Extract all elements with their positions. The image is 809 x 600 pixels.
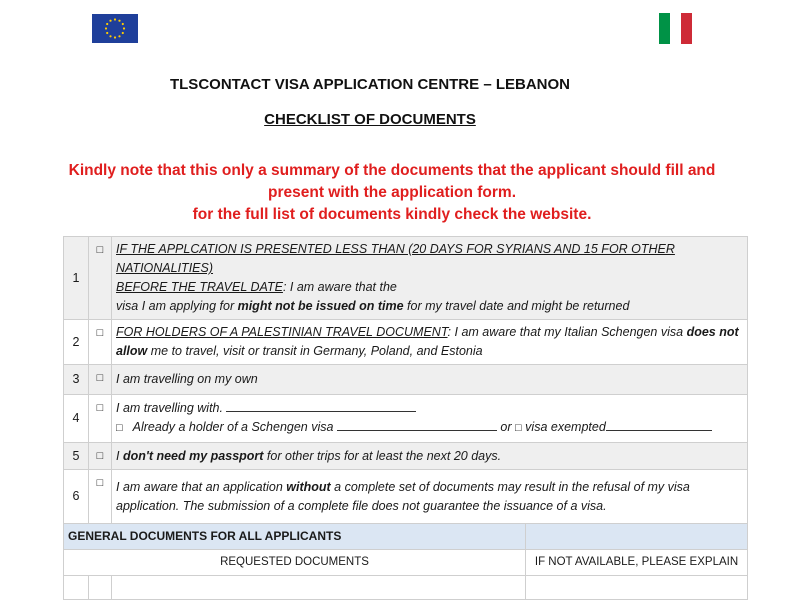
col-explain: IF NOT AVAILABLE, PLEASE EXPLAIN [526,550,748,576]
row-text: I am aware that an application without a complete set of documents may result in the refusal of my visa application. The submission of a complete file does not guarantee the issuance of a visa. [112,470,748,524]
checkbox[interactable]: □ [89,395,112,443]
eu-star-icon [105,27,107,29]
col-requested-documents: REQUESTED DOCUMENTS [64,550,526,576]
row-text: FOR HOLDERS OF A PALESTINIAN TRAVEL DOCUMENT: I am aware that my Italian Schengen visa does not allow me to travel, visit or transit in Germany, Poland, and Estonia [112,320,748,365]
red-notice [44,160,740,226]
italy-flag-icon [659,13,692,44]
checklist-row [64,443,748,470]
checkbox[interactable]: □ [89,470,112,524]
checkbox[interactable]: □ [515,422,522,434]
checkbox[interactable]: □ [116,422,123,434]
checklist-row [64,365,748,395]
section-header-row [64,524,748,550]
checklist-row [64,237,748,320]
eu-star-icon [109,20,111,22]
row-text: I am travelling on my own [112,365,748,395]
eu-star-icon [118,35,120,37]
row-number: 4 [64,395,89,443]
eu-star-icon [106,23,108,25]
row-number: 3 [64,365,89,395]
row-number: 6 [64,470,89,524]
row-text: I don't need my passport for other trips for at least the next 20 days. [112,443,748,470]
visa-exempted-blank[interactable] [606,418,712,431]
eu-star-icon [123,27,125,29]
notice-line-1: Kindly note that this only a summary of the documents that the applicant should fill and [68,162,716,179]
eu-star-icon [122,32,124,34]
eu-star-icon [114,36,116,38]
notice-line-2: present with the application form. [267,184,517,201]
checkbox[interactable]: □ [89,365,112,395]
row-number: 2 [64,320,89,365]
section-blank-cell [526,524,748,550]
section-title: GENERAL DOCUMENTS FOR ALL APPLICANTS [64,524,526,550]
eu-star-icon [114,18,116,20]
checklist-table [63,236,748,600]
eu-star-icon [122,23,124,25]
checklist-title: CHECKLIST OF DOCUMENTS [264,111,476,128]
checklist-row [64,470,748,524]
schengen-visa-blank[interactable] [337,418,497,431]
row-text: I am travelling with. □ Already a holder of a Schengen visa or □ visa exempted [112,395,748,443]
row-text: IF THE APPLCATION IS PRESENTED LESS THAN (20 DAYS FOR SYRIANS AND 15 FOR OTHER NATIONALITIES) BEFORE THE TRAVEL DATE: I am aware that the visa I am applying for might not be issued on time for my travel date and might be returned [112,237,748,320]
document-title: TLSCONTACT VISA APPLICATION CENTRE – LEBANON [169,76,570,93]
checklist-row [64,395,748,443]
checkbox[interactable]: □ [89,443,112,470]
row-number: 5 [64,443,89,470]
row-number: 1 [64,237,89,320]
eu-star-icon [109,35,111,37]
column-header-row [64,550,748,576]
checkbox[interactable]: □ [89,320,112,365]
checklist-row [64,320,748,365]
table-row [64,576,748,600]
eu-star-icon [118,20,120,22]
checkbox[interactable]: □ [89,237,112,320]
eu-star-icon [106,32,108,34]
eu-flag-icon [92,14,138,43]
companion-blank[interactable] [226,399,416,412]
eu-stars-icon [92,14,138,43]
notice-line-3: for the full list of documents kindly check the website. [192,206,592,223]
